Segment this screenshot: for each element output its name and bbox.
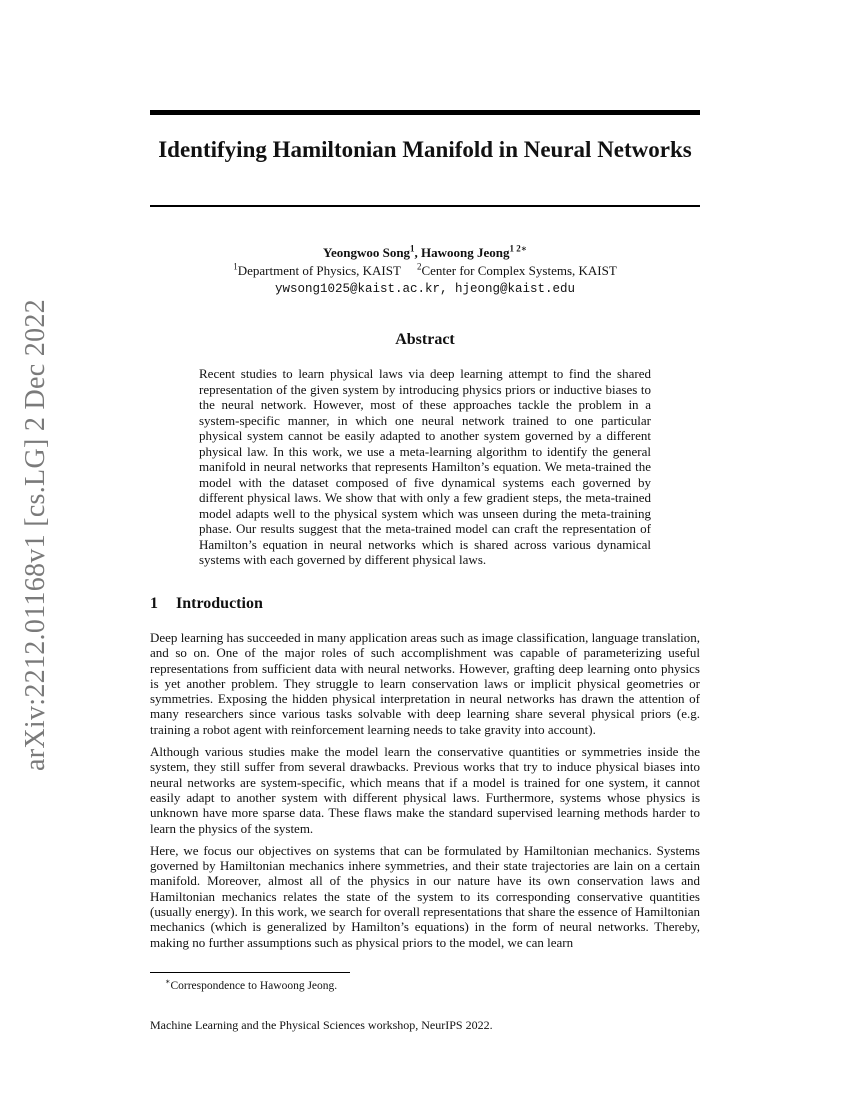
affiliation: Center for Complex Systems, KAIST	[421, 263, 617, 278]
paper-title: Identifying Hamiltonian Manifold in Neural Networks	[158, 137, 692, 162]
author-affil-mark: 1 2∗	[509, 243, 527, 254]
arxiv-stamp	[8, 300, 64, 770]
affil-mark: 2	[416, 261, 422, 272]
title-rule-top	[150, 110, 700, 115]
footnote-rule	[150, 972, 350, 973]
section-heading	[150, 595, 700, 613]
abstract-heading: Abstract	[395, 331, 455, 348]
affiliation: Department of Physics, KAIST	[237, 263, 401, 278]
venue-line: Machine Learning and the Physical Sciences workshop, NeurIPS 2022.	[150, 1018, 493, 1032]
author-block	[150, 244, 700, 298]
author-emails: ywsong1025@kaist.ac.kr, hjeong@kaist.edu	[274, 282, 576, 296]
arxiv-stamp-text: arXiv:2212.01168v1 [cs.LG] 2 Dec 2022	[20, 299, 51, 771]
title-rule-bottom	[150, 205, 700, 207]
author-names: Yeongwoo Song$^1$, Hawoong Jeong$^{1 2∗}$	[323, 243, 527, 260]
paragraph: Here, we focus our objectives on systems that can be formulated by Hamiltonian mechanics. Systems governed by Hamiltonian mechanics inhere symmetries, and their state trajectories are lain on a certain manifold. Moreover, almost all of the physics in our nature have its own conservation laws and Hamiltonian mechanics relates the state of the system to its corresponding conservative quantities (usually energy). In this work, we search for overall representations that share the essence of Hamiltonian mechanics (which is generalized by Hamilton’s equations) in the form of neural networks. Thereby, making no further assumptions such as physical priors to the model, we can learn	[150, 842, 700, 950]
footnote	[165, 977, 337, 992]
body-text	[150, 630, 700, 957]
affiliations	[150, 262, 700, 280]
footnote-text: Correspondence to Hawoong Jeong.	[170, 979, 338, 992]
author-name: Hawoong Jeong	[421, 245, 510, 260]
abstract-body: Recent studies to learn physical laws via deep learning attempt to find the shared representation of the given system by introducing physics priors or inductive biases to the neural network. However, most of these approaches tackle the problem in a system-specific manner, in which one neural network trained to one particular physical system cannot be easily adapted to another system governed by a different physical law. In this work, we use a meta-learning algorithm to identify the general manifold in neural networks that represents Hamilton’s equation. We meta-trained the model with the dataset composed of five dynamical systems each governed by different physical laws. We show that with only a few gradient steps, the meta-trained model adapts well to the physical system which was unseen during the meta-training phase. Our results suggest that the meta-trained model can craft the representation of Hamilton’s equation in neural networks which is shared across various dynamical systems with each governed by different physical laws.	[199, 366, 651, 567]
author-name: Yeongwoo Song	[323, 245, 411, 260]
affil-mark: 1	[233, 261, 238, 272]
author-affil-mark: 1	[410, 243, 415, 254]
paragraph: Although various studies make the model learn the conservative quantities or symmetries inside the system, they still suffer from several drawbacks. Previous works that try to induce physical biases into neural networks are system-specific, which means that if a model is trained for one system, it cannot easily adapt to another system with different physical laws. Furthermore, systems whose physics is unknown have more sparse data. These flaws make the standard supervised learning methods harder to learn the physics of the system.	[150, 744, 700, 836]
section-number: 1	[150, 595, 158, 612]
paragraph: Deep learning has succeeded in many application areas such as image classification, language translation, and so on. One of the major roles of such accomplishment was capable of parameterizing useful representations from sufficient data with neural networks. However, grafting deep learning onto physics is yet another problem. They struggle to learn conservation laws or implicit physical geometries or symmetries. Exposing the hidden physical interpretation in neural networks has drawn the attention of many researchers since various tasks solvable with deep learning share several physical priors (e.g. training a robot agent with reinforcement learning needs to take gravity into account).	[150, 630, 700, 737]
footnote-mark: ∗	[165, 977, 171, 986]
section-title: Introduction	[176, 595, 263, 612]
